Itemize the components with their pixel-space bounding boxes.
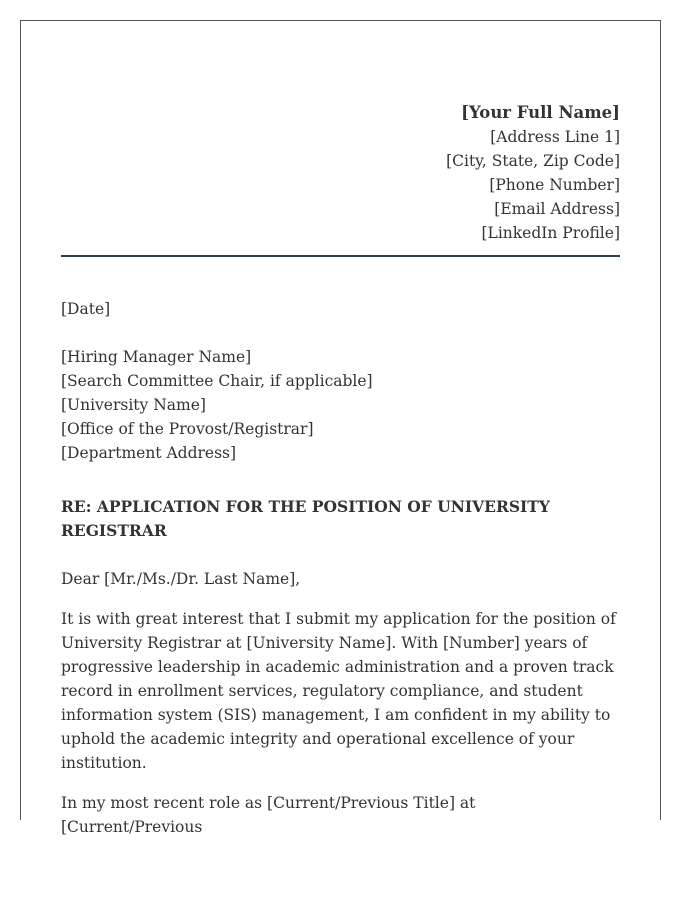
sender-name: [Your Full Name] <box>461 103 620 122</box>
header-divider <box>61 255 620 257</box>
recipient-line: [University Name] <box>61 396 206 414</box>
body-paragraph: In my most recent role as [Current/Previous Title] at [Current/Previous <box>61 794 476 836</box>
body-paragraph: It is with great interest that I submit my application for the position of University Registrar at [University Name]. With [Number] years of progressive leadership in academic administration and a proven track record in enrollment services, regulatory compliance, and student information system (SIS) management, I am confident in my ability to uphold the academic integrity and operational excellence of your institution. <box>61 610 616 772</box>
letter-content <box>61 101 620 839</box>
salutation: Dear [Mr./Ms./Dr. Last Name], <box>61 570 301 588</box>
letter-date: [Date] <box>61 300 111 318</box>
recipient-line: [Search Committee Chair, if applicable] <box>61 372 373 390</box>
letter-page <box>20 20 661 836</box>
recipient-line: [Department Address] <box>61 444 237 462</box>
recipient-line: [Hiring Manager Name] <box>61 348 252 366</box>
recipient-line: [Office of the Provost/Registrar] <box>61 420 314 438</box>
sender-block <box>61 101 620 245</box>
sender-phone: [Phone Number] <box>489 176 620 194</box>
sender-linkedin: [LinkedIn Profile] <box>481 224 620 242</box>
subject-line: RE: APPLICATION FOR THE POSITION OF UNIVERSITY REGISTRAR <box>61 497 550 540</box>
sender-city-state-zip: [City, State, Zip Code] <box>446 152 620 170</box>
recipient-block <box>61 345 620 465</box>
sender-address-line-1: [Address Line 1] <box>490 128 620 146</box>
sender-email: [Email Address] <box>494 200 620 218</box>
